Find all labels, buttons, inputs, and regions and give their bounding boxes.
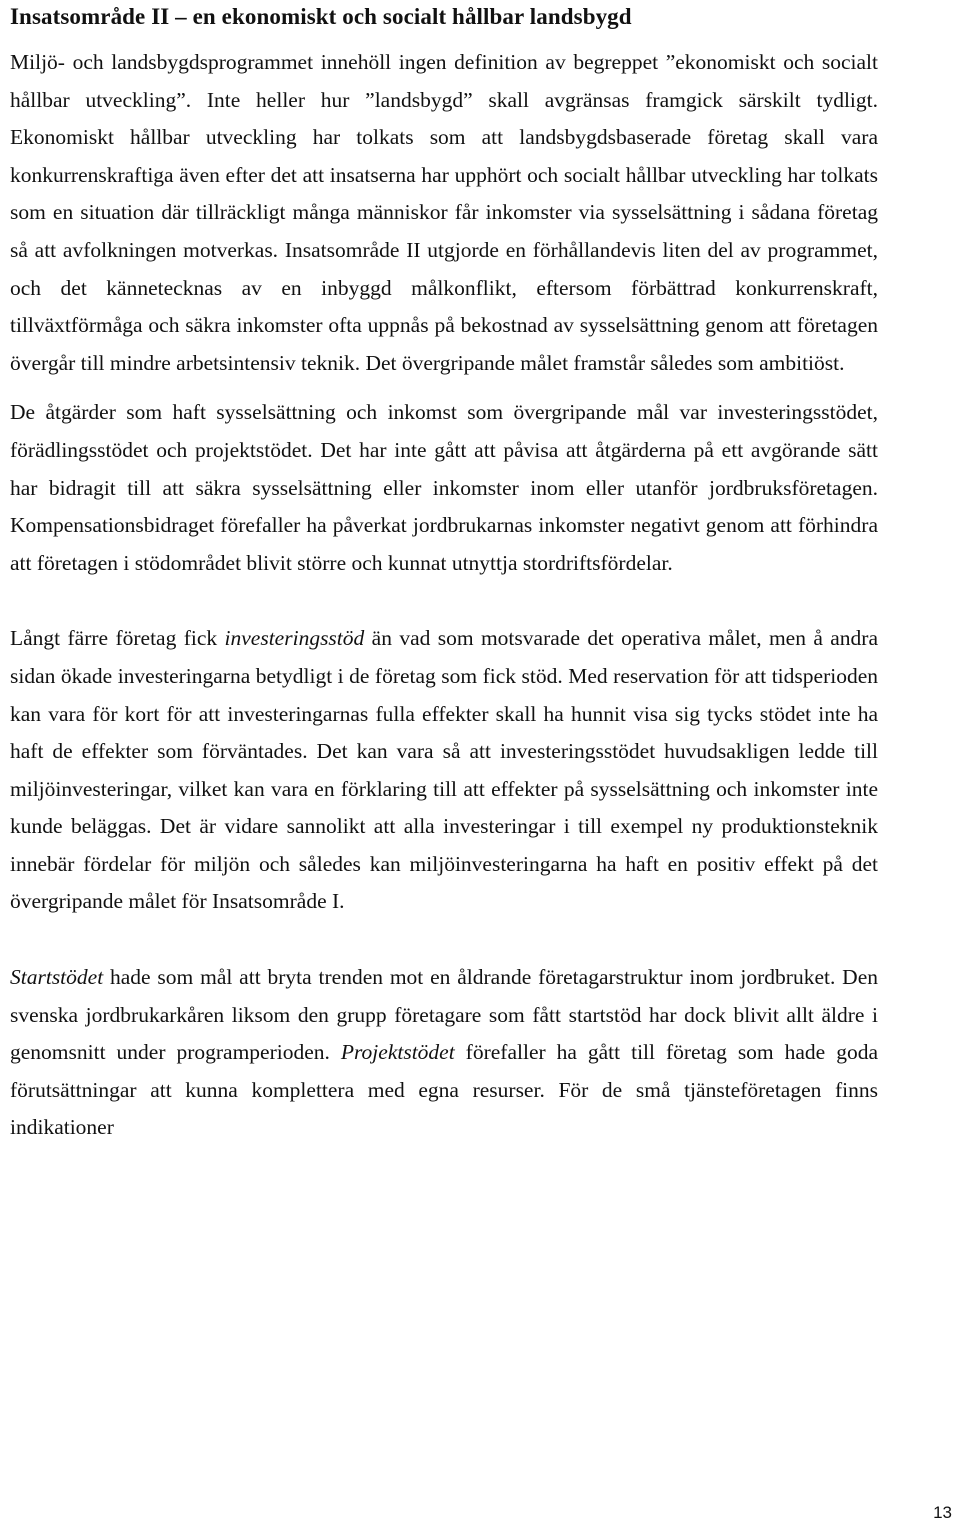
emphasized-term-projektstodet: Projektstödet	[340, 1040, 455, 1065]
paragraph-investment-support	[10, 620, 878, 921]
paragraph-text: än vad som motsvarade det operativa målet, men å andra sidan ökade investeringarna betydligt i de företag som fick stöd. Med reservation för att tidsperioden kan vara för kort för att investeringarnas fulla effekter skall ha hunnit visa sig tycks stödet inte ha haft de effekter som förväntades. Det kan vara så att investeringsstödet huvudsakligen ledde till miljöinvesteringar, vilket kan vara en förklaring till att effekter på sysselsättning och inkomster inte kunde beläggas. Det är vidare sannolikt att alla investeringar i till exempel ny produktionsteknik innebär fördelar för miljön och således kan miljöinvesteringarna ha haft en positiv effekt på det övergripande målet för Insatsområde I.	[10, 626, 878, 914]
emphasized-term-investeringsstod: investeringsstöd	[224, 626, 365, 651]
paragraph-text: hade som mål att bryta trenden mot en åldrande företagarstruktur inom jordbruket. Den svenska jordbrukarkåren liksom den grupp företagare som fått startstöd har dock blivit allt äldre i genomsnitt under programperioden.	[10, 965, 878, 1065]
emphasized-term-startstodet: Startstödet	[10, 965, 104, 990]
document-page	[10, 0, 878, 1147]
paragraph-employment-measures: De åtgärder som haft sysselsättning och inkomst som övergripande mål var investeringsstödet, förädlingsstödet och projektstödet. Det har inte gått att påvisa att åtgärderna på ett avgörande sätt har bidragit till att säkra sysselsättning eller inkomster inom eller utanför jordbruksföretagen. Kompensationsbidraget förefaller ha påverkat jordbrukarnas inkomster negativt genom att förhindra att företagen i stödområdet blivit större och kunnat utnyttja stordriftsfördelar.	[10, 400, 878, 575]
page-number: 13	[933, 1503, 952, 1522]
paragraph-start-support	[10, 959, 878, 1147]
paragraph-text: Långt färre företag fick	[10, 626, 225, 651]
paragraph-text: förefaller ha gått till företag som hade goda förutsättningar att kunna komplettera med egna resurser. För de små tjänsteföretagen finns indikationer	[10, 1040, 878, 1140]
section-heading: Insatsområde II – en ekonomiskt och socialt hållbar landsbygd	[10, 4, 632, 29]
paragraph-definition: Miljö- och landsbygdsprogrammet innehöll ingen definition av begreppet ”ekonomiskt och socialt hållbar utveckling”. Inte heller hur ”landsbygd” skall avgränsas framgick särskilt tydligt. Ekonomiskt hållbar utveckling har tolkats som att landsbygdsbaserade företag skall vara konkurrenskraftiga även efter det att insatserna har upphört och socialt hållbar utveckling har tolkats som en situation där tillräckligt många människor får inkomster via sysselsättning i sådana företag så att avfolkningen motverkas. Insatsområde II utgjorde en förhållandevis liten del av programmet, och det kännetecknas av en inbyggd målkonflikt, eftersom förbättrad konkurrenskraft, tillväxtförmåga och säkra inkomster ofta uppnås på bekostnad av sysselsättning genom att företagen övergår till mindre arbetsintensiv teknik. Det övergripande målet framstår således som ambitiöst.	[10, 50, 878, 375]
